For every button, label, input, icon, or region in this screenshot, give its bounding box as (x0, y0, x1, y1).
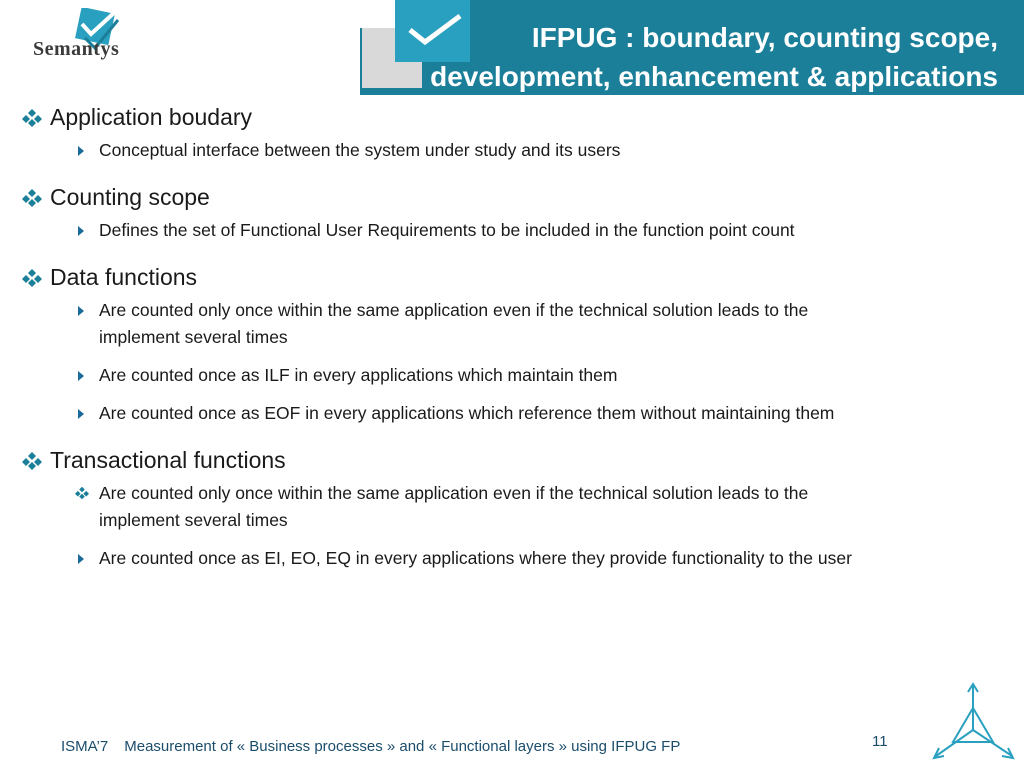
arrow-bullet-icon (78, 554, 84, 564)
list-item: Defines the set of Functional User Requirements to be included in the function point count (78, 217, 1012, 244)
footer-event: ISMA’7 (61, 738, 109, 755)
slide-content (22, 100, 1012, 572)
diamond-bullet-icon (22, 268, 42, 288)
list-item: Are counted once as EOF in every applications which reference them without maintaining them (78, 400, 1012, 427)
list-item: Conceptual interface between the system under study and its users (78, 137, 1012, 164)
header (0, 0, 1024, 95)
diamond-bullet-icon (22, 188, 42, 208)
arrow-bullet-icon (78, 226, 84, 236)
list-item: Are counted once as ILF in every applications which maintain them (78, 362, 1012, 389)
diamond-bullet-icon (22, 451, 42, 471)
logo-text: Semantys (33, 38, 120, 60)
title-line-1: IFPUG : boundary, counting scope, (531, 22, 998, 53)
page-title (348, 18, 998, 96)
page-number: 11 (872, 733, 888, 750)
section-heading: Transactional functions (22, 443, 1012, 477)
arrow-bullet-icon (78, 146, 84, 156)
list-item: Are counted only once within the same application even if the technical solution leads to the implement several times (78, 297, 1012, 351)
footer (61, 738, 696, 755)
arrow-bullet-icon (78, 306, 84, 316)
section-heading: Application boudary (22, 100, 1012, 134)
arrow-bullet-icon (78, 371, 84, 381)
list-item: Are counted only once within the same application even if the technical solution leads to the implement several times (78, 480, 1012, 534)
list-item: Are counted once as EI, EO, EQ in every applications where they provide functionality to the user (78, 545, 1012, 572)
section-heading: Data functions (22, 260, 1012, 294)
arrow-bullet-icon (78, 409, 84, 419)
triangle-arrows-icon (928, 680, 1018, 765)
diamond-bullet-icon (75, 486, 89, 500)
footer-subtitle: Measurement of « Business processes » and « Functional layers » using IFPUG FP (124, 738, 681, 755)
section-heading: Counting scope (22, 180, 1012, 214)
diamond-bullet-icon (22, 108, 42, 128)
title-line-2: development, enhancement & applications (430, 61, 998, 92)
